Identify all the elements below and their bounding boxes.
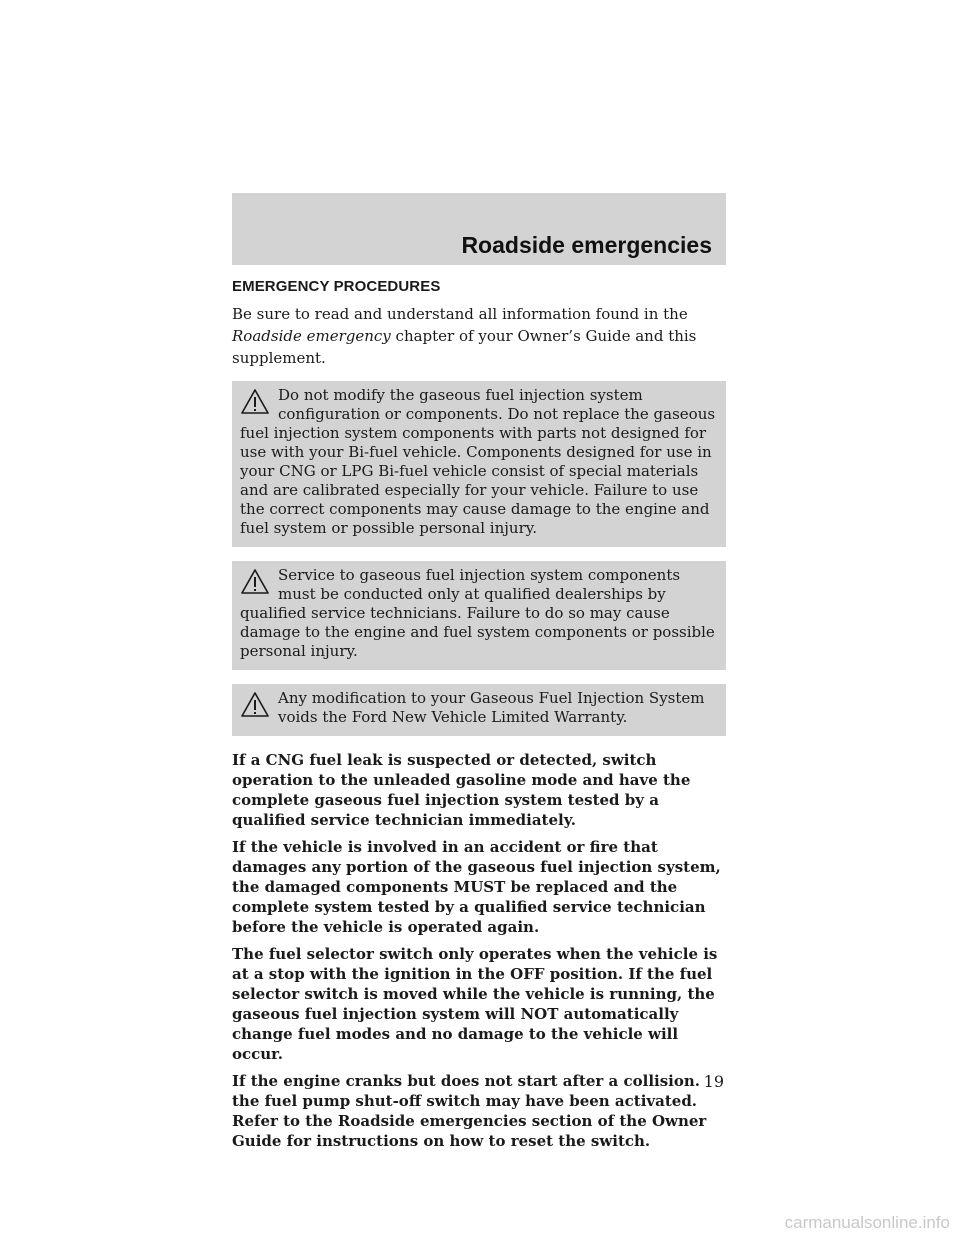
note-accident: If the vehicle is involved in an accident or fire that damages any portion of the gaseous fuel injection system, the damaged components MUST be replaced and the complete system tested by a qualified service technician before the vehicle is operated again. — [232, 838, 721, 936]
intro-text-before: Be sure to read and understand all information found in the — [232, 305, 688, 323]
procedures-heading: EMERGENCY PROCEDURES — [232, 278, 441, 295]
notes-list — [232, 750, 726, 1151]
section-title: Roadside emergencies — [461, 232, 712, 258]
section-header-band — [232, 193, 726, 265]
warning-text: Do not modify the gaseous fuel injection system configuration or components. Do not replace the gaseous fuel injection system components with parts not designed for use with your Bi-fuel vehicle. Components designed for use in your CNG or LPG Bi-fuel vehicle consist of special materials and are calibrated especially for your vehicle. Failure to use the correct components may cause damage to the engine and fuel system or possible personal injury. — [240, 386, 716, 537]
warning-box-service — [232, 561, 726, 670]
note-fuel-leak: If a CNG fuel leak is suspected or detected, switch operation to the unleaded gasoline mode and have the complete gaseous fuel injection system tested by a qualified service technician immediately. — [232, 751, 691, 829]
note-pump-shutoff: If the engine cranks but does not start after a collision. the fuel pump shut-off switch may have been activated. Refer to the Roadside emergencies section of the Owner Guide for instructions on how to reset the switch. — [232, 1072, 707, 1150]
note-fuel-selector: The fuel selector switch only operates when the vehicle is at a stop with the ignition in the OFF position. If the fuel selector switch is moved while the vehicle is running, the gaseous fuel injection system will NOT automatically change fuel modes and no damage to the vehicle will occur. — [232, 945, 718, 1063]
page-content — [232, 278, 726, 1158]
warning-text: Service to gaseous fuel injection system components must be conducted only at qualified dealerships by qualified service technicians. Failure to do so may cause damage to the engine and fuel system components or possible personal injury. — [240, 566, 715, 660]
intro-chapter-reference: Roadside emergency — [232, 327, 391, 345]
intro-paragraph — [232, 303, 726, 369]
warning-triangle-icon — [240, 568, 270, 596]
intro-text-after: chapter of your Owner’s Guide and this supplement. — [232, 327, 697, 367]
warning-text: Any modification to your Gaseous Fuel Injection System voids the Ford New Vehicle Limited Warranty. — [278, 689, 705, 726]
warning-triangle-icon — [240, 691, 270, 719]
warning-box-warranty — [232, 684, 726, 736]
page-number: 19 — [703, 1072, 724, 1091]
warning-box-modification — [232, 381, 726, 547]
watermark: carmanualsonline.info — [784, 1213, 950, 1232]
warning-triangle-icon — [240, 388, 270, 416]
